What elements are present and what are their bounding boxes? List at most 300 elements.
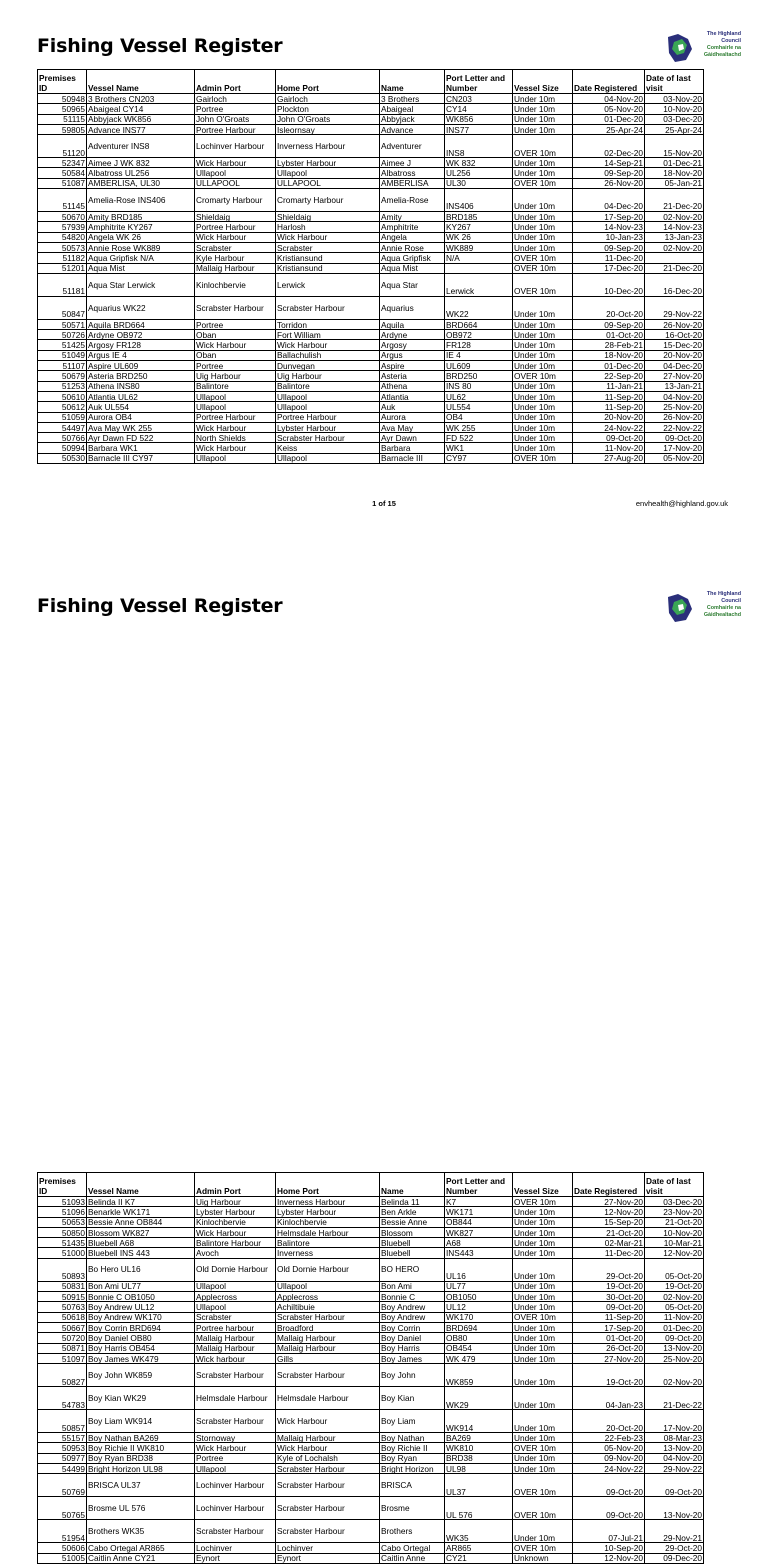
cell-port-letter-number: UL98 — [445, 1464, 513, 1474]
table-header-row — [38, 1173, 704, 1197]
cell-home-port: Lochinver — [276, 1543, 380, 1553]
table-row — [38, 222, 704, 232]
cell-home-port: Mallaig Harbour — [276, 1433, 380, 1443]
cell-home-port: Scrabster Harbour — [276, 1474, 380, 1497]
cell-vessel-name: Aimee J WK 832 — [87, 158, 195, 168]
cell-home-port: Torridon — [276, 319, 380, 329]
cell-vessel-size: Under 10m — [513, 1433, 573, 1443]
cell-date-registered: 12-Nov-20 — [573, 1553, 645, 1563]
cell-date-registered: 04-Dec-20 — [573, 189, 645, 212]
cell-name: Aqua Mist — [380, 263, 445, 273]
cell-premises-id: 51115 — [38, 114, 87, 124]
cell-date-registered: 20-Nov-20 — [573, 412, 645, 422]
cell-date-registered: 09-Nov-20 — [573, 1453, 645, 1463]
table-row — [38, 1353, 704, 1363]
header-port-letter-number: Port Letter and Number — [445, 1173, 513, 1197]
cell-date-registered: 22-Sep-20 — [573, 371, 645, 381]
cell-date-registered: 27-Nov-20 — [573, 1353, 645, 1363]
cell-date-last-visit: 05-Jan-21 — [645, 178, 704, 188]
page-gap — [0, 524, 768, 560]
cell-home-port: Uig Harbour — [276, 371, 380, 381]
document-page-1 — [0, 0, 768, 524]
cell-home-port: Portree Harbour — [276, 412, 380, 422]
cell-name: Bluebell — [380, 1238, 445, 1248]
cell-admin-port: Avoch — [195, 1248, 276, 1258]
cell-vessel-name: Aqua Mist — [87, 263, 195, 273]
cell-port-letter-number: UL30 — [445, 178, 513, 188]
cell-port-letter-number: FR128 — [445, 340, 513, 350]
header-vessel-size: Vessel Size — [513, 70, 573, 94]
cell-vessel-size: OVER 10m — [513, 178, 573, 188]
cell-name: Argosy — [380, 340, 445, 350]
cell-date-registered: 19-Oct-20 — [573, 1364, 645, 1387]
cell-admin-port: Wick Harbour — [195, 1443, 276, 1453]
cell-vessel-name: Aurora OB4 — [87, 412, 195, 422]
cell-vessel-name: Boy Harris OB454 — [87, 1343, 195, 1353]
table-row — [38, 104, 704, 114]
table-row — [38, 1292, 704, 1302]
cell-port-letter-number: OB1050 — [445, 1292, 513, 1302]
cell-port-letter-number: UL256 — [445, 168, 513, 178]
cell-admin-port: Lochinver — [195, 1543, 276, 1553]
cell-vessel-name: Blossom WK827 — [87, 1227, 195, 1237]
table-row — [38, 1322, 704, 1332]
cell-date-registered: 09-Sep-20 — [573, 168, 645, 178]
cell-premises-id: 50610 — [38, 391, 87, 401]
cell-date-last-visit: 14-Nov-23 — [645, 222, 704, 232]
cell-vessel-size: Under 10m — [513, 222, 573, 232]
cell-vessel-name: Aspire UL609 — [87, 361, 195, 371]
cell-premises-id: 51253 — [38, 381, 87, 391]
cell-port-letter-number: UL12 — [445, 1302, 513, 1312]
cell-home-port: Ullapool — [276, 1281, 380, 1291]
cell-date-last-visit: 19-Oct-20 — [645, 1281, 704, 1291]
cell-admin-port: Eynort — [195, 1553, 276, 1563]
cell-premises-id: 57939 — [38, 222, 87, 232]
cell-premises-id: 50965 — [38, 104, 87, 114]
cell-vessel-name: Auk UL554 — [87, 402, 195, 412]
cell-home-port: Ullapool — [276, 453, 380, 463]
cell-premises-id: 59805 — [38, 124, 87, 134]
cell-name: Barbara — [380, 443, 445, 453]
cell-home-port: Balintore — [276, 381, 380, 391]
cell-date-last-visit: 05-Oct-20 — [645, 1302, 704, 1312]
cell-premises-id: 50618 — [38, 1312, 87, 1322]
cell-admin-port: Old Dornie Harbour — [195, 1258, 276, 1281]
cell-admin-port: Applecross — [195, 1292, 276, 1302]
cell-home-port: Wick Harbour — [276, 1410, 380, 1433]
cell-port-letter-number: WK889 — [445, 242, 513, 252]
cell-vessel-size: Under 10m — [513, 1343, 573, 1353]
table-row — [38, 350, 704, 360]
cell-vessel-size: Under 10m — [513, 433, 573, 443]
cell-premises-id: 50653 — [38, 1217, 87, 1227]
cell-date-registered: 20-Oct-20 — [573, 1410, 645, 1433]
cell-date-last-visit: 29-Nov-21 — [645, 1520, 704, 1543]
cell-home-port: Mallaig Harbour — [276, 1333, 380, 1343]
cell-date-last-visit: 29-Nov-22 — [645, 1464, 704, 1474]
cell-admin-port: Scrabster — [195, 242, 276, 252]
cell-home-port: Applecross — [276, 1292, 380, 1302]
cell-port-letter-number: UL609 — [445, 361, 513, 371]
cell-vessel-size: Under 10m — [513, 1227, 573, 1237]
cell-date-last-visit: 29-Oct-20 — [645, 1543, 704, 1553]
cell-premises-id: 54820 — [38, 232, 87, 242]
cell-vessel-size: OVER 10m — [513, 263, 573, 273]
cell-vessel-size: Under 10m — [513, 1353, 573, 1363]
cell-home-port: Wick Harbour — [276, 1443, 380, 1453]
cell-name: Amity — [380, 212, 445, 222]
cell-port-letter-number: AR865 — [445, 1543, 513, 1553]
cell-date-last-visit: 12-Nov-20 — [645, 1248, 704, 1258]
cell-premises-id: 50584 — [38, 168, 87, 178]
cell-premises-id: 51954 — [38, 1520, 87, 1543]
cell-home-port: Lybster Harbour — [276, 422, 380, 432]
council-logo-icon — [666, 33, 694, 63]
cell-vessel-name: Cabo Ortegal AR865 — [87, 1543, 195, 1553]
cell-name: Argus — [380, 350, 445, 360]
cell-date-registered: 07-Jul-21 — [573, 1520, 645, 1543]
cell-date-last-visit: 03-Nov-20 — [645, 94, 704, 104]
cell-date-last-visit: 23-Nov-20 — [645, 1207, 704, 1217]
cell-vessel-name: Amity BRD185 — [87, 212, 195, 222]
cell-premises-id: 51182 — [38, 253, 87, 263]
cell-date-registered: 24-Nov-22 — [573, 422, 645, 432]
cell-name: Asteria — [380, 371, 445, 381]
cell-admin-port: Kyle Harbour — [195, 253, 276, 263]
cell-admin-port: Portree — [195, 1453, 276, 1463]
table-row — [38, 1343, 704, 1353]
cell-date-registered: 11-Nov-20 — [573, 443, 645, 453]
cell-admin-port: Portree — [195, 104, 276, 114]
header-date-registered: Date Registered — [573, 1173, 645, 1197]
cell-home-port: Balintore — [276, 1238, 380, 1248]
cell-port-letter-number: UL77 — [445, 1281, 513, 1291]
cell-date-last-visit: 22-Nov-22 — [645, 422, 704, 432]
cell-date-last-visit: 05-Nov-20 — [645, 453, 704, 463]
cell-date-registered: 01-Dec-20 — [573, 114, 645, 124]
cell-date-last-visit: 02-Nov-20 — [645, 1364, 704, 1387]
cell-date-registered: 09-Oct-20 — [573, 1497, 645, 1520]
cell-name: Annie Rose — [380, 242, 445, 252]
table-row — [38, 1248, 704, 1258]
cell-vessel-size: Under 10m — [513, 1248, 573, 1258]
cell-vessel-size: Under 10m — [513, 319, 573, 329]
cell-port-letter-number: WK1 — [445, 443, 513, 453]
table-row — [38, 296, 704, 319]
cell-premises-id: 51087 — [38, 178, 87, 188]
cell-admin-port: Portree harbour — [195, 1322, 276, 1332]
cell-port-letter-number: UL62 — [445, 391, 513, 401]
cell-admin-port: Wick Harbour — [195, 158, 276, 168]
table-row — [38, 1207, 704, 1217]
cell-date-registered: 10-Sep-20 — [573, 1543, 645, 1553]
cell-date-registered: 11-Sep-20 — [573, 391, 645, 401]
cell-admin-port: Uig Harbour — [195, 1197, 276, 1207]
cell-vessel-name: Bluebell INS 443 — [87, 1248, 195, 1258]
header-name: Name — [380, 70, 445, 94]
vessel-register-table — [37, 69, 704, 464]
cell-vessel-size: Under 10m — [513, 443, 573, 453]
table-row — [38, 330, 704, 340]
cell-vessel-size: OVER 10m — [513, 1312, 573, 1322]
cell-date-last-visit: 27-Nov-20 — [645, 371, 704, 381]
cell-vessel-name: Argosy FR128 — [87, 340, 195, 350]
cell-vessel-name: Adventurer INS8 — [87, 135, 195, 158]
cell-name: Blossom — [380, 1227, 445, 1237]
cell-date-last-visit: 04-Dec-20 — [645, 361, 704, 371]
cell-port-letter-number: FD 522 — [445, 433, 513, 443]
cell-premises-id: 50831 — [38, 1281, 87, 1291]
cell-admin-port: Ullapool — [195, 1464, 276, 1474]
cell-vessel-name: Ardyne OB972 — [87, 330, 195, 340]
cell-name: Bon Ami — [380, 1281, 445, 1291]
cell-name: Barnacle III — [380, 453, 445, 463]
cell-vessel-name: Caitlin Anne CY21 — [87, 1553, 195, 1563]
cell-vessel-size: OVER 10m — [513, 1497, 573, 1520]
cell-home-port: Scrabster Harbour — [276, 433, 380, 443]
cell-vessel-size: Under 10m — [513, 1207, 573, 1217]
cell-name: Ayr Dawn — [380, 433, 445, 443]
cell-vessel-name: Belinda II K7 — [87, 1197, 195, 1207]
cell-admin-port: Lochinver Harbour — [195, 1474, 276, 1497]
cell-name: Abaigeal — [380, 104, 445, 114]
cell-premises-id: 50726 — [38, 330, 87, 340]
cell-premises-id: 50857 — [38, 1410, 87, 1433]
cell-date-last-visit: 04-Nov-20 — [645, 1453, 704, 1463]
cell-date-last-visit: 11-Nov-20 — [645, 1312, 704, 1322]
cell-vessel-name: Aquila BRD664 — [87, 319, 195, 329]
cell-date-registered: 05-Nov-20 — [573, 1443, 645, 1453]
cell-vessel-name: Boy Daniel OB80 — [87, 1333, 195, 1343]
cell-date-registered: 11-Jan-21 — [573, 381, 645, 391]
table-row — [38, 453, 704, 463]
cell-name: Angela — [380, 232, 445, 242]
cell-date-registered: 24-Nov-22 — [573, 1464, 645, 1474]
cell-premises-id: 50893 — [38, 1258, 87, 1281]
header-premises-id: Premises ID — [38, 1173, 87, 1197]
cell-admin-port: Wick Harbour — [195, 422, 276, 432]
cell-premises-id: 50850 — [38, 1227, 87, 1237]
header-name: Name — [380, 1173, 445, 1197]
cell-name: Amphitrite — [380, 222, 445, 232]
cell-vessel-size: Under 10m — [513, 232, 573, 242]
cell-admin-port: Mallaig Harbour — [195, 1333, 276, 1343]
cell-vessel-name: Benarkle WK171 — [87, 1207, 195, 1217]
cell-name: Caitlin Anne — [380, 1553, 445, 1563]
cell-date-registered: 27-Aug-20 — [573, 453, 645, 463]
cell-date-last-visit: 17-Nov-20 — [645, 1410, 704, 1433]
cell-home-port: Old Dornie Harbour — [276, 1258, 380, 1281]
header-vessel-name: Vessel Name — [87, 70, 195, 94]
cell-port-letter-number: Lerwick — [445, 273, 513, 296]
cell-vessel-size: Under 10m — [513, 412, 573, 422]
table-row — [38, 1238, 704, 1248]
cell-vessel-name: Asteria BRD250 — [87, 371, 195, 381]
cell-premises-id: 51120 — [38, 135, 87, 158]
cell-premises-id: 50827 — [38, 1364, 87, 1387]
cell-premises-id: 50765 — [38, 1497, 87, 1520]
header-vessel-size: Vessel Size — [513, 1173, 573, 1197]
cell-admin-port: Portree — [195, 319, 276, 329]
cell-port-letter-number: WK35 — [445, 1520, 513, 1543]
cell-home-port: Scrabster Harbour — [276, 1520, 380, 1543]
table-row — [38, 381, 704, 391]
cell-date-last-visit: 02-Nov-20 — [645, 242, 704, 252]
cell-premises-id: 50766 — [38, 433, 87, 443]
cell-port-letter-number: WK170 — [445, 1312, 513, 1322]
cell-home-port: Mallaig Harbour — [276, 1343, 380, 1353]
cell-date-registered: 01-Oct-20 — [573, 330, 645, 340]
cell-admin-port: Ullapool — [195, 168, 276, 178]
table-row — [38, 1410, 704, 1433]
cell-date-registered: 26-Nov-20 — [573, 178, 645, 188]
cell-admin-port: Ullapool — [195, 1302, 276, 1312]
table-row — [38, 1387, 704, 1410]
cell-vessel-size: Under 10m — [513, 1292, 573, 1302]
cell-vessel-name: Amelia-Rose INS406 — [87, 189, 195, 212]
cell-vessel-name: Athena INS80 — [87, 381, 195, 391]
cell-home-port: Inverness Harbour — [276, 1197, 380, 1207]
cell-home-port: ULLAPOOL — [276, 178, 380, 188]
cell-admin-port: Portree Harbour — [195, 412, 276, 422]
contact-email: envhealth@highland.gov.uk — [635, 499, 728, 508]
cell-premises-id: 50763 — [38, 1302, 87, 1312]
cell-home-port: Kristiansund — [276, 253, 380, 263]
document-page-2 — [0, 560, 768, 1564]
cell-name: Aspire — [380, 361, 445, 371]
cell-name: Boy Daniel — [380, 1333, 445, 1343]
cell-name: Amelia-Rose — [380, 189, 445, 212]
cell-name: Boy Nathan — [380, 1433, 445, 1443]
table-row — [38, 1217, 704, 1227]
cell-date-last-visit: 08-Mar-23 — [645, 1433, 704, 1443]
cell-port-letter-number: BRD694 — [445, 1322, 513, 1332]
cell-home-port: Scrabster — [276, 242, 380, 252]
cell-date-last-visit: 04-Nov-20 — [645, 391, 704, 401]
cell-vessel-name: Brosme UL 576 — [87, 1497, 195, 1520]
cell-port-letter-number: CY21 — [445, 1553, 513, 1563]
cell-vessel-name: Boy James WK479 — [87, 1353, 195, 1363]
cell-name: Boy Liam — [380, 1410, 445, 1433]
cell-name: Aqua Star — [380, 273, 445, 296]
cell-vessel-size: OVER 10m — [513, 1443, 573, 1453]
cell-date-registered: 22-Feb-23 — [573, 1433, 645, 1443]
cell-name: Abbyjack — [380, 114, 445, 124]
cell-port-letter-number: KY267 — [445, 222, 513, 232]
cell-vessel-size: Under 10m — [513, 1281, 573, 1291]
cell-date-registered: 10-Jan-23 — [573, 232, 645, 242]
cell-port-letter-number: UL37 — [445, 1474, 513, 1497]
cell-admin-port: Ullapool — [195, 1281, 276, 1291]
cell-vessel-name: Boy Corrin BRD694 — [87, 1322, 195, 1332]
table-row — [38, 1258, 704, 1281]
cell-premises-id: 54783 — [38, 1387, 87, 1410]
cell-vessel-name: Boy Ryan BRD38 — [87, 1453, 195, 1463]
cell-vessel-name: Aquarius WK22 — [87, 296, 195, 319]
header-home-port: Home Port — [276, 70, 380, 94]
cell-port-letter-number: IE 4 — [445, 350, 513, 360]
cell-vessel-name: Brothers WK35 — [87, 1520, 195, 1543]
table-row — [38, 433, 704, 443]
cell-vessel-name: Boy Andrew UL12 — [87, 1302, 195, 1312]
cell-vessel-name: 3 Brothers CN203 — [87, 94, 195, 104]
cell-admin-port: Mallaig Harbour — [195, 263, 276, 273]
cell-premises-id: 50953 — [38, 1443, 87, 1453]
cell-port-letter-number: OB844 — [445, 1217, 513, 1227]
cell-vessel-name: Aqua Gripfisk N/A — [87, 253, 195, 263]
cell-admin-port: Scrabster Harbour — [195, 1520, 276, 1543]
cell-home-port: Isleornsay — [276, 124, 380, 134]
cell-admin-port: Shieldaig — [195, 212, 276, 222]
cell-admin-port: Portree Harbour — [195, 222, 276, 232]
table-row — [38, 1433, 704, 1443]
cell-port-letter-number: WK171 — [445, 1207, 513, 1217]
cell-home-port: Kyle of Lochalsh — [276, 1453, 380, 1463]
cell-date-last-visit: 10-Nov-20 — [645, 104, 704, 114]
cell-home-port: Keiss — [276, 443, 380, 453]
cell-vessel-name: Angela WK 26 — [87, 232, 195, 242]
cell-vessel-name: Atlantia UL62 — [87, 391, 195, 401]
cell-port-letter-number: N/A — [445, 253, 513, 263]
cell-vessel-size: OVER 10m — [513, 1474, 573, 1497]
cell-premises-id: 51093 — [38, 1197, 87, 1207]
header-date-last-visit: Date of last visit — [645, 70, 704, 94]
cell-vessel-size: Under 10m — [513, 340, 573, 350]
header-premises-id: Premises ID — [38, 70, 87, 94]
cell-date-last-visit: 16-Oct-20 — [645, 330, 704, 340]
cell-vessel-name: Boy Andrew WK170 — [87, 1312, 195, 1322]
cell-admin-port: Scrabster — [195, 1312, 276, 1322]
cell-premises-id: 50606 — [38, 1543, 87, 1553]
cell-admin-port: Scrabster Harbour — [195, 296, 276, 319]
cell-admin-port: Oban — [195, 350, 276, 360]
cell-home-port: Scrabster Harbour — [276, 296, 380, 319]
page-title: Fishing Vessel Register — [37, 595, 283, 617]
cell-name: Boy Kian — [380, 1387, 445, 1410]
cell-home-port: Lybster Harbour — [276, 158, 380, 168]
table-row — [38, 340, 704, 350]
cell-premises-id: 50977 — [38, 1453, 87, 1463]
cell-name: BRISCA — [380, 1474, 445, 1497]
cell-admin-port: Lochinver Harbour — [195, 1497, 276, 1520]
cell-name: Boy Andrew — [380, 1312, 445, 1322]
cell-home-port: Gills — [276, 1353, 380, 1363]
cell-date-last-visit: 26-Nov-20 — [645, 412, 704, 422]
cell-port-letter-number: BA269 — [445, 1433, 513, 1443]
cell-vessel-name: Bon Ami UL77 — [87, 1281, 195, 1291]
cell-date-last-visit: 20-Nov-20 — [645, 350, 704, 360]
cell-name: Ben Arkle — [380, 1207, 445, 1217]
cell-vessel-name: Bo Hero UL16 — [87, 1258, 195, 1281]
cell-date-last-visit: 10-Mar-21 — [645, 1238, 704, 1248]
cell-port-letter-number: UL16 — [445, 1258, 513, 1281]
cell-name: Boy Andrew — [380, 1302, 445, 1312]
cell-port-letter-number: BRD185 — [445, 212, 513, 222]
cell-port-letter-number: WK827 — [445, 1227, 513, 1237]
cell-date-registered: 27-Nov-20 — [573, 1197, 645, 1207]
cell-admin-port: Helmsdale Harbour — [195, 1387, 276, 1410]
cell-premises-id: 51435 — [38, 1238, 87, 1248]
table-row — [38, 1364, 704, 1387]
cell-home-port: Cromarty Harbour — [276, 189, 380, 212]
table-row — [38, 158, 704, 168]
cell-premises-id: 55157 — [38, 1433, 87, 1443]
cell-vessel-name: Annie Rose WK889 — [87, 242, 195, 252]
cell-date-registered: 12-Nov-20 — [573, 1207, 645, 1217]
header-admin-port: Admin Port — [195, 70, 276, 94]
cell-admin-port: Balintore — [195, 381, 276, 391]
